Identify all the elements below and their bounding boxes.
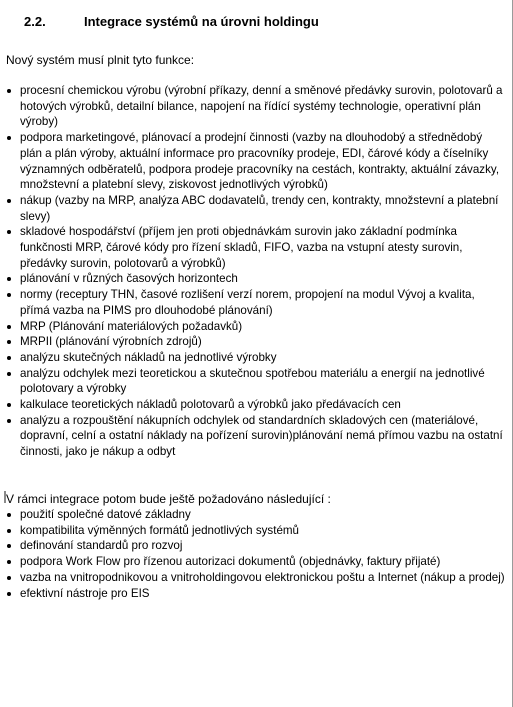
list-item <box>6 130 506 193</box>
list-item-text: vazba na vnitropodnikovou a vnitroholdingovou elektronickou poštu a Internet (nákup a prodej) <box>20 570 505 584</box>
intro-paragraph: Nový systém musí plnit tyto funkce: <box>6 53 195 67</box>
bullet-icon <box>7 576 11 580</box>
list-item-text: analýzu odchylek mezi teoretickou a skutečnou spotřebou materiálu a energií na jednotlivé polotovary a výrobky <box>20 366 485 396</box>
list-item <box>6 507 506 523</box>
section-title: Integrace systémů na úrovni holdingu <box>84 14 319 29</box>
list-item <box>6 586 506 602</box>
bullet-icon <box>7 199 11 203</box>
list-item-text: plánování v různých časových horizontech <box>20 272 238 286</box>
list-item-text: nákup (vazby na MRP, analýza ABC dodavatelů, trendy cen, kontrakty, množstevní a platební slevy) <box>20 193 499 223</box>
list-item-text: procesní chemickou výrobu (výrobní příkazy, denní a směnové předávky surovin, polotovarů a hotových výrobků, detailní bilance, napojení na řídící systémy technologie, operativní plán výroby) <box>20 84 503 129</box>
section-heading <box>24 14 319 29</box>
list-item <box>6 570 506 586</box>
list-item-text: použití společné datové základny <box>20 508 191 521</box>
bullet-icon <box>7 277 11 281</box>
bullet-icon <box>7 419 11 423</box>
bullet-icon <box>7 293 11 297</box>
list-item <box>6 287 506 318</box>
list-item-text: podpora Work Flow pro řízenou autorizaci dokumentů (objednávky, faktury přijaté) <box>20 555 441 569</box>
list-item-text: MRPII (plánování výrobních zdrojů) <box>20 335 202 349</box>
section-number: 2.2. <box>24 14 46 29</box>
list-item-text: MRP (Plánování materiálových požadavků) <box>20 319 243 333</box>
bullet-icon <box>7 544 11 548</box>
list-item <box>6 350 506 366</box>
list-item <box>6 319 506 335</box>
bullet-icon <box>7 592 11 596</box>
bullet-icon <box>7 230 11 234</box>
list-item-text: kalkulace teoretických nákladů polotovarů a výrobků jako předávacích cen <box>20 398 401 412</box>
list-item <box>6 413 506 460</box>
bullet-icon <box>7 372 11 376</box>
bullet-icon <box>7 340 11 344</box>
list-item <box>6 271 506 287</box>
requirements-list <box>6 507 506 601</box>
list-item <box>6 224 506 271</box>
list-item <box>6 538 506 554</box>
list-item <box>6 523 506 539</box>
bullet-icon <box>7 560 11 564</box>
bullet-icon <box>7 89 11 93</box>
list-item-text: analýzu skutečných nákladů na jednotlivé výrobky <box>20 350 277 364</box>
bullet-icon <box>7 325 11 329</box>
list-item-text: podpora marketingové, plánovací a prodejní činnosti (vazby na dlouhodobý a střednědobý plán a plán výroby, aktuální informace pro pracovníky prodeje, EDI, čárové kódy a číselníky významných odběratelů, podpora prodeje pracovníky na cestách, kontrakty, aktuální závazky, množstevní a platební slevy, ziskovost jednotlivých výrobků) <box>20 131 500 192</box>
list-item-text: kompatibilita výměnných formátů jednotlivých systémů <box>20 523 300 537</box>
bullet-icon <box>7 136 11 140</box>
bullet-icon <box>7 529 11 533</box>
functions-list <box>6 83 506 460</box>
list-item <box>6 193 506 224</box>
list-item <box>6 554 506 570</box>
bullet-icon <box>7 403 11 407</box>
list-item-text: skladové hospodářství (příjem jen proti objednávkám surovin jako základní podmínka funkčnosti MRP, čárové kódy pro řízení skladů, FIFO, vazba na vstupní atesty surovin, předávky surovin, polotovarů a výrobků) <box>20 225 463 270</box>
bullet-icon <box>7 513 11 517</box>
list-item <box>6 83 506 130</box>
list-item-text: analýzu a rozpouštění nákupních odchylek od standardních skladových cen (materiálové, dopravní, celní a ostatní náklady na pořízení surovin)plánování nemá přímou vazbu na ostatní činnosti, jako je nákup a odbyt <box>20 413 503 459</box>
list-item-text: normy (receptury THN, časové rozlišení verzí norem, propojení na modul Vývoj a kvalita, přímá vazba na PIMS pro dlouhodobé plánování) <box>20 288 475 317</box>
list-item <box>6 397 506 413</box>
bullet-icon <box>7 356 11 360</box>
list-item <box>6 366 506 397</box>
list-item <box>6 334 506 350</box>
list-item-text: efektivní nástroje pro EIS <box>20 586 150 600</box>
list-item-text: definování standardů pro rozvoj <box>20 539 183 553</box>
integration-paragraph: V rámci integrace potom bude ještě požadováno následující : <box>6 492 331 506</box>
